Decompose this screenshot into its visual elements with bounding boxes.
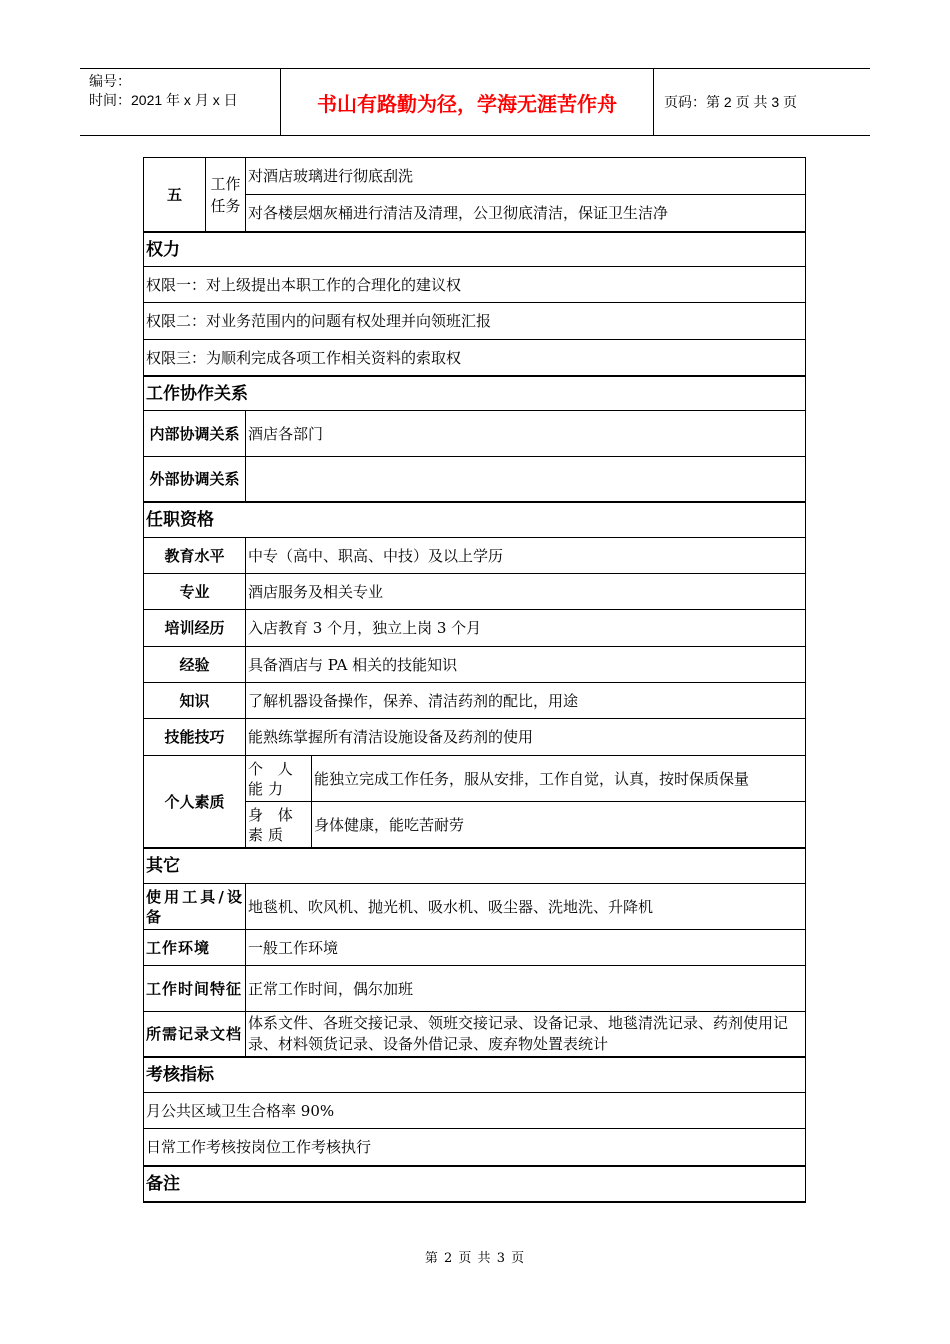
- qualification-row: [143, 573, 806, 609]
- qualification-row: [143, 682, 806, 718]
- cooperation-section-row: [143, 375, 806, 410]
- physical-quality-value: 身体健康，能吃苦耐劳: [314, 815, 465, 834]
- physical-quality-label: 身 体 素质: [246, 802, 312, 847]
- task-block: [143, 157, 806, 231]
- qualification-label: 技能技巧: [144, 719, 246, 755]
- cooperation-external-row: [143, 456, 806, 501]
- personal-ability-value: 能独立完成工作任务，服从安排，工作自觉，认真，按时保质保量: [314, 769, 750, 788]
- task-item: 对酒店玻璃进行彻底刮洗: [246, 158, 805, 195]
- other-section-row: [143, 847, 806, 883]
- authority-row: [143, 266, 806, 302]
- qualification-label: 专业: [144, 574, 246, 609]
- qualification-value: 具备酒店与 PA 相关的技能知识: [248, 655, 458, 674]
- external-coordination-label: 外部协调关系: [144, 457, 246, 501]
- authority-title: 权力: [146, 239, 180, 260]
- assessment-item: 日常工作考核按岗位工作考核执行: [146, 1138, 372, 1156]
- other-title: 其它: [146, 856, 180, 876]
- qualification-value: 入店教育 3 个月，独立上岗 3 个月: [248, 619, 482, 637]
- qualification-value: 中专（高中、职高、中技）及以上学历: [248, 546, 504, 565]
- external-coordination-value: [246, 457, 805, 501]
- time-label: 时间：2021 年 x 月 x 日: [89, 92, 238, 108]
- header-motto: 书山有路勤为径，学海无涯苦作舟: [280, 69, 654, 135]
- other-value: 正常工作时间，偶尔加班: [248, 979, 414, 998]
- qualification-row: [143, 609, 806, 646]
- qualification-row: [143, 537, 806, 573]
- qualification-label: 经验: [144, 647, 246, 682]
- cooperation-title: 工作协作关系: [146, 383, 248, 404]
- other-row: [143, 929, 806, 965]
- authority-item: 权限三：为顺利完成各项工作相关资料的索取权: [146, 348, 462, 367]
- personal-quality-subrows: [246, 756, 805, 847]
- personal-quality-label: 个人素质: [144, 756, 246, 847]
- other-value: 地毯机、吹风机、抛光机、吸水机、吸尘器、洗地洗、升降机: [248, 897, 654, 916]
- authority-row: [143, 302, 806, 339]
- job-description-table: [143, 157, 806, 1203]
- qualification-row: [143, 646, 806, 682]
- header-page-info: 页码：第 2 页 共 3 页: [664, 94, 798, 110]
- task-index: 五: [144, 158, 206, 231]
- remarks-section-row: [143, 1165, 806, 1201]
- page-header: [80, 68, 870, 136]
- qualification-value: 了解机器设备操作，保养、清洁药剂的配比，用途: [248, 691, 579, 710]
- other-value: 一般工作环境: [248, 938, 339, 957]
- personal-ability-label: 个 人 能力: [246, 756, 312, 801]
- task-item: 对各楼层烟灰桶进行清洁及清理，公卫彻底清洁，保证卫生洁净: [248, 204, 669, 222]
- other-value: 体系文件、各班交接记录、领班交接记录、设备记录、地毯清洗记录、药剂使用记录、材料领货记录、设备外借记录、废弃物处置表统计: [248, 1014, 789, 1053]
- other-row: [143, 1011, 806, 1056]
- header-meta: [80, 69, 280, 135]
- qualification-label: 培训经历: [144, 610, 246, 646]
- page-footer: 第 2 页 共 3 页: [424, 1251, 526, 1266]
- internal-coordination-label: 内部协调关系: [144, 411, 246, 456]
- qualification-label: 教育水平: [144, 538, 246, 573]
- personal-ability-row: [246, 756, 805, 802]
- qualification-section-row: [143, 501, 806, 537]
- assessment-row: [143, 1092, 806, 1128]
- qualification-title: 任职资格: [146, 510, 214, 530]
- qualification-row: [143, 718, 806, 755]
- internal-coordination-value: 酒店各部门: [248, 424, 324, 443]
- authority-item: 权限一：对上级提出本职工作的合理化的建议权: [146, 275, 462, 294]
- assessment-section-row: [143, 1056, 806, 1092]
- other-label: 所需记录文档: [144, 1012, 246, 1056]
- other-label: 工作时间特征: [144, 966, 246, 1011]
- other-row: [143, 883, 806, 929]
- physical-quality-row: [246, 802, 805, 847]
- cooperation-internal-row: [143, 410, 806, 456]
- remarks-title: 备注: [146, 1174, 180, 1194]
- other-row: [143, 965, 806, 1011]
- task-label: 工作任务: [206, 158, 246, 231]
- assessment-row: [143, 1128, 806, 1165]
- other-label: 工作环境: [144, 930, 246, 965]
- assessment-item: 月公共区域卫生合格率 90%: [146, 1101, 335, 1120]
- assessment-title: 考核指标: [146, 1065, 214, 1085]
- authority-row: [143, 339, 806, 375]
- task-items: [246, 158, 805, 231]
- other-label: 使用工具/设备: [144, 884, 246, 929]
- qualification-label: 知识: [144, 683, 246, 718]
- personal-quality-row: [143, 755, 806, 847]
- qualification-value: 酒店服务及相关专业: [248, 582, 384, 601]
- authority-item: 权限二：对业务范围内的问题有权处理并向领班汇报: [146, 312, 492, 330]
- number-label: 编号：: [89, 73, 131, 89]
- qualification-value: 能熟练掌握所有清洁设施设备及药剂的使用: [248, 728, 534, 746]
- authority-section-row: [143, 231, 806, 266]
